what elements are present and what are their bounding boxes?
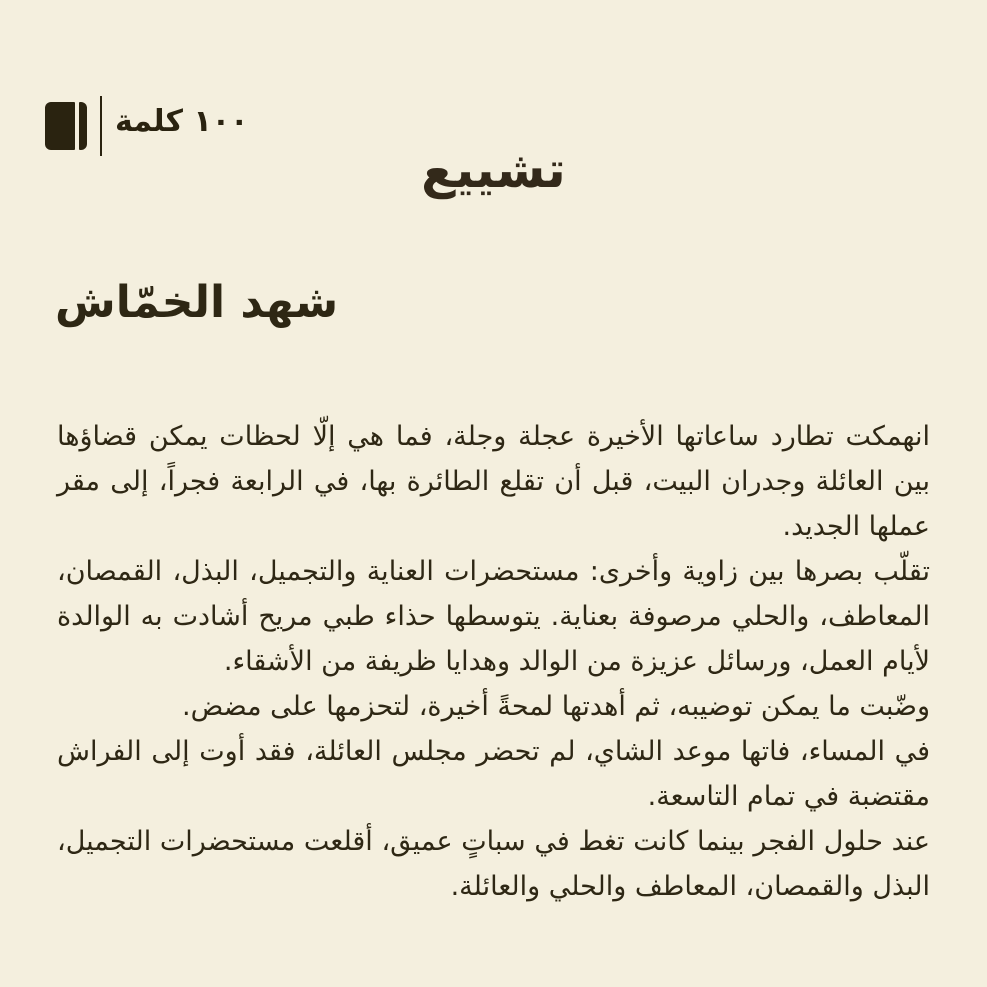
story-paragraph: وضّبت ما يمكن توضيبه، ثم أهدتها لمحةً أخيرة، لتحزمها على مضض.	[182, 691, 930, 722]
story-paragraph: تقلّب بصرها بين زاوية وأخرى: مستحضرات العناية والتجميل، البذل، القمصان، المعاطف، والحلي مرصوفة بعناية. يتوسطها حذاء طبي مريح أشادت به الوالدة لأيام العمل، ورسائل عزيزة من الوالد وهدايا ظريفة من الأشقاء.	[57, 556, 930, 677]
story-paragraph: في المساء، فاتها موعد الشاي، لم تحضر مجلس العائلة، فقد أوت إلى الفراش مقتضبة في تمام التاسعة.	[57, 736, 930, 812]
story-paragraph: انهمكت تطارد ساعاتها الأخيرة عجلة وجلة، فما هي إلّا لحظات يمكن قضاؤها بين العائلة وجدران البيت، قبل أن تقلع الطائرة بها، في الرابعة فجراً، إلى مقر عملها الجديد.	[57, 421, 930, 542]
author-name: شهد الخمّاش	[55, 277, 339, 328]
brand-wordmark: ١٠٠ كلمة	[115, 104, 249, 139]
story-body	[57, 414, 930, 909]
story-title: تشييع	[421, 141, 566, 199]
story-paragraph: عند حلول الفجر بينما كانت تغط في سباتٍ عميق، أقلعت مستحضرات التجميل، البذل والقمصان، المعاطف والحلي والعائلة.	[57, 826, 930, 902]
